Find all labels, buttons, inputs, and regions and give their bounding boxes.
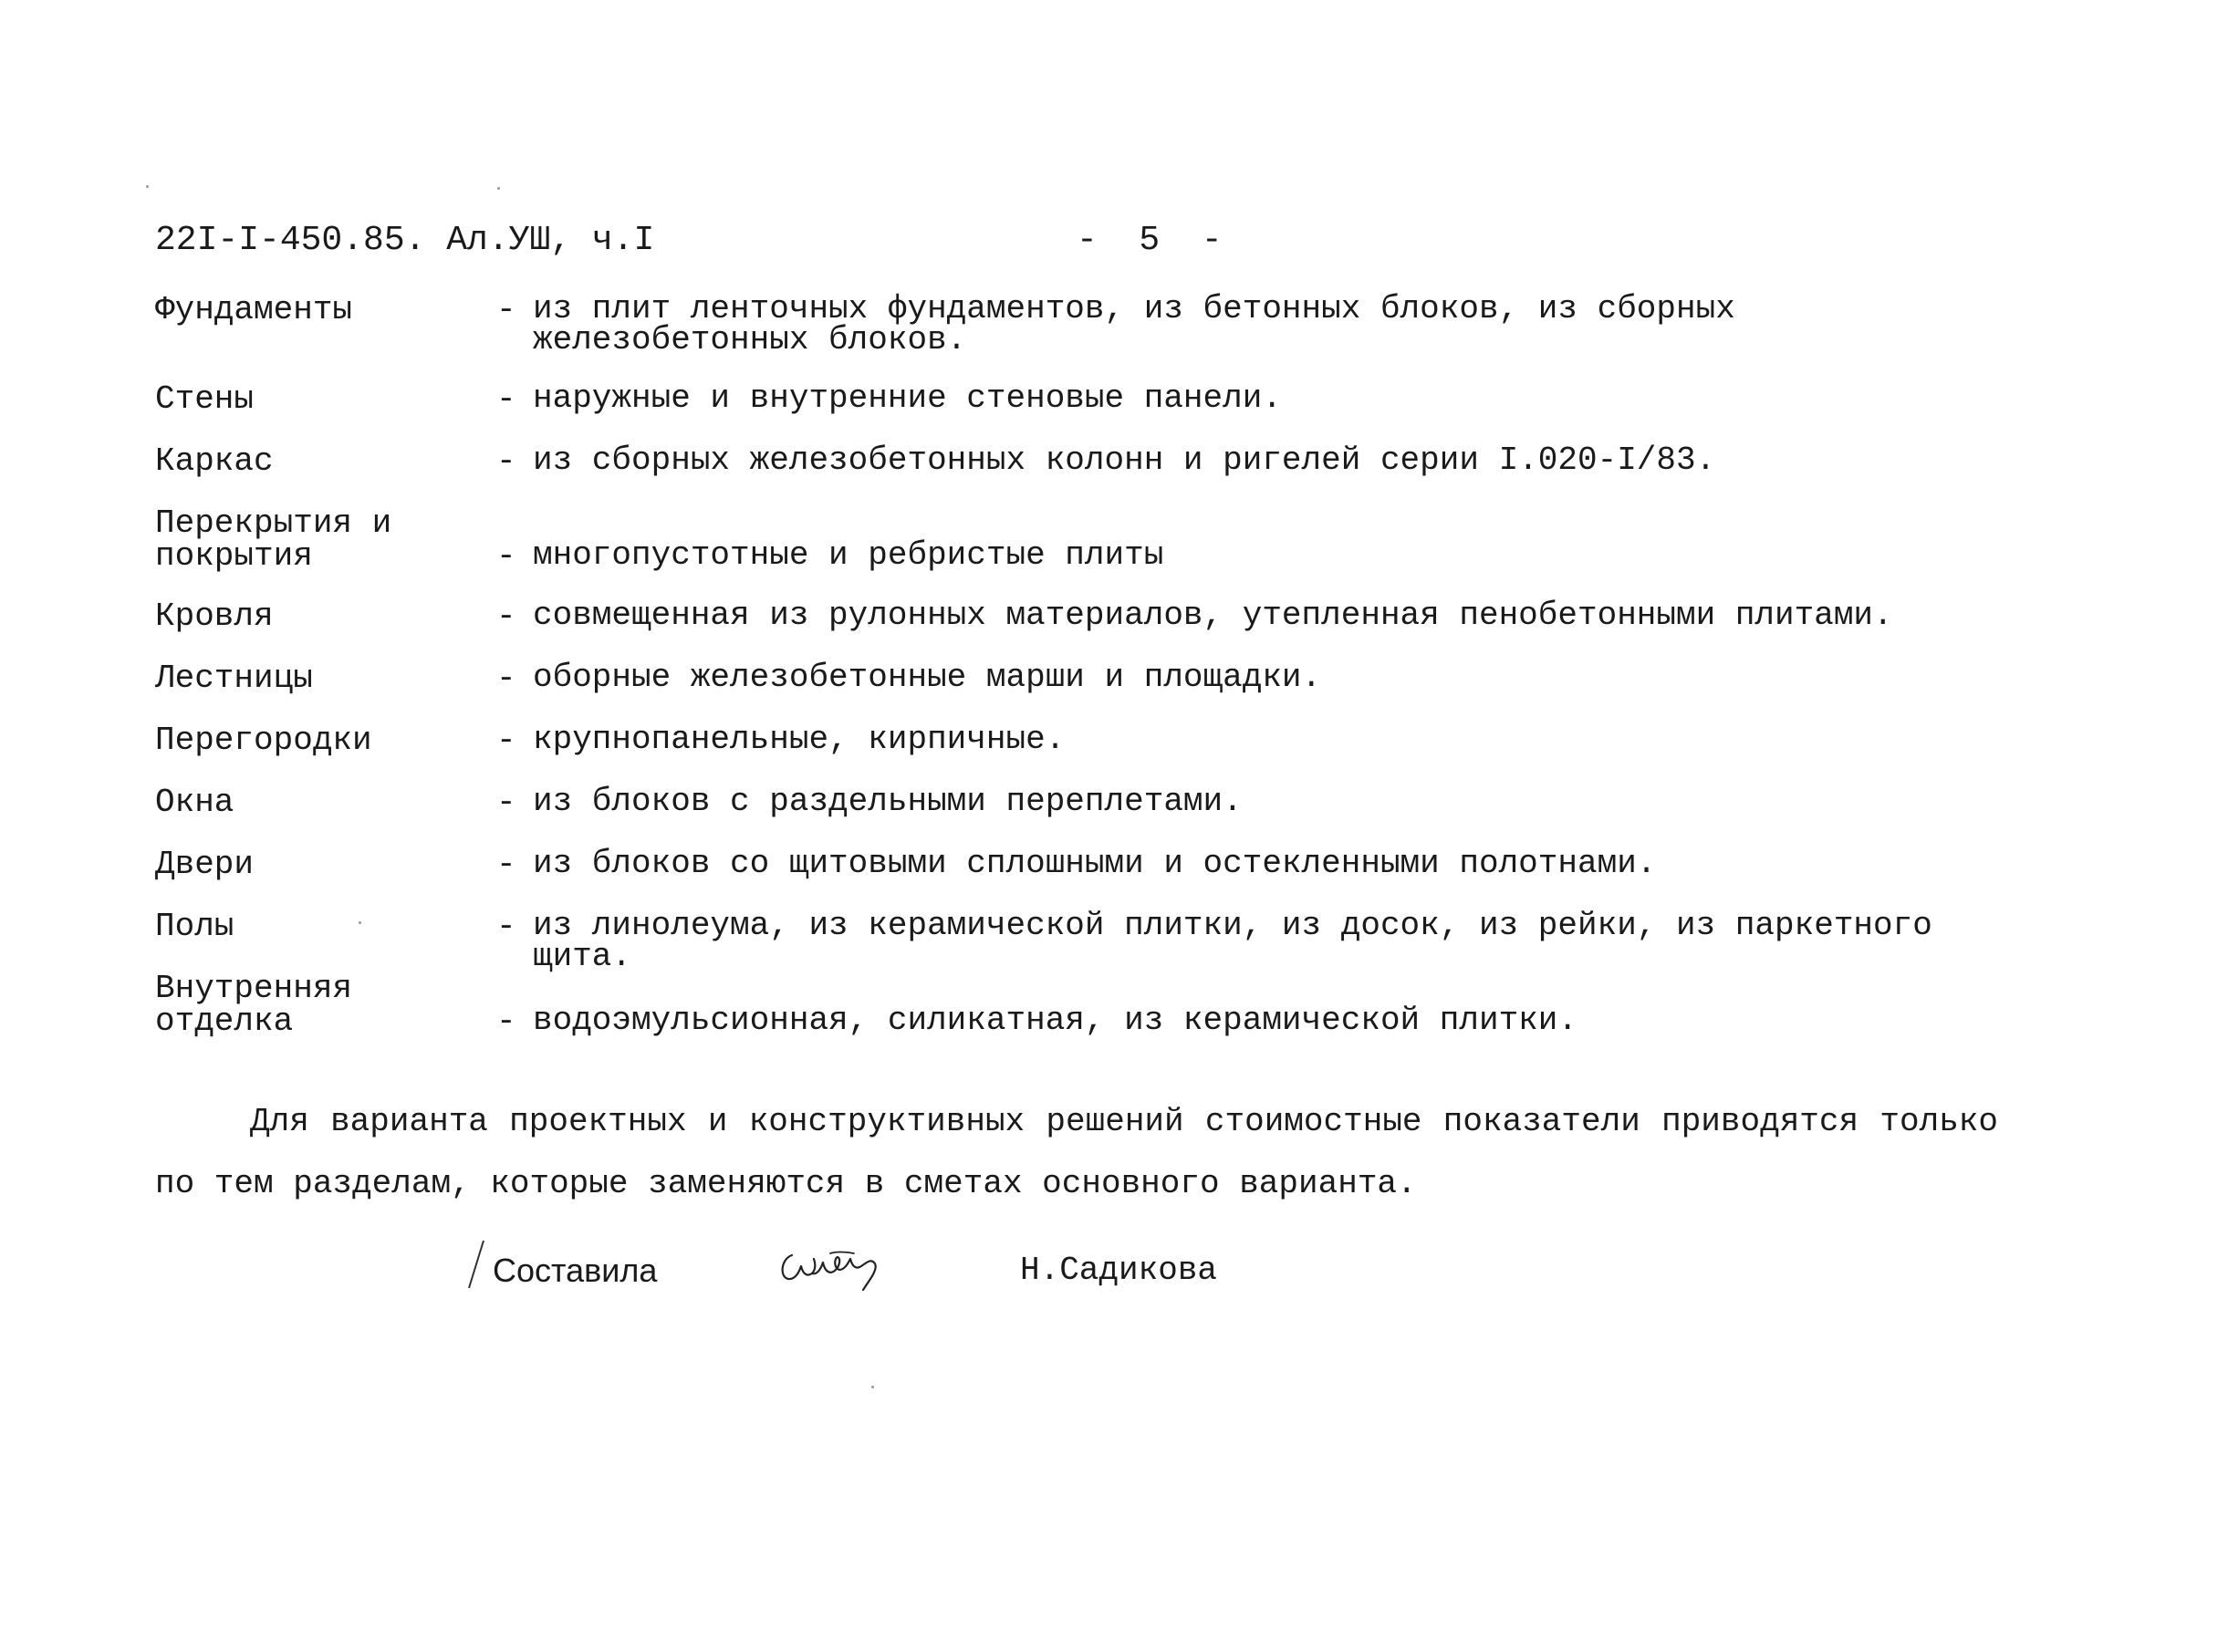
scan-speck [497, 187, 500, 190]
spec-description: из блоков со щитовыми сплошными и остекленными полотнами. [533, 845, 1657, 882]
signatory-name: Н.Садикова [1020, 1252, 1218, 1289]
spec-dash: - [496, 442, 516, 480]
cost-note-paragraph: Для варианта проектных и конструктивных решений стоимостные показатели приводятся только по тем разделам, которые заменяются в сметах основного варианта. [155, 1103, 1998, 1202]
spec-dash: - [496, 291, 516, 328]
handwritten-signature [776, 1231, 894, 1295]
spec-label: Фундаменты [155, 291, 353, 328]
spec-dash: - [496, 597, 516, 635]
signature-block [465, 1231, 1378, 1314]
signature-role: Составила [493, 1252, 658, 1289]
spec-dash: - [496, 1003, 516, 1040]
spec-dash: - [496, 380, 516, 418]
spec-dash: - [496, 784, 516, 821]
spec-dash: - [496, 722, 516, 759]
spec-description: из блоков с раздельными переплетами. [533, 783, 1243, 820]
spec-description: многопустотные и ребристые плиты [533, 536, 1164, 574]
spec-label: Лестницы [155, 660, 313, 697]
spec-label: Перекрытия и покрытия [155, 504, 392, 575]
spec-label: Стены [155, 380, 255, 418]
spec-description: оборные железобетонные марши и площадки. [533, 659, 1322, 696]
spec-description: крупнопанельные, кирпичные. [533, 721, 1066, 758]
spec-description: из сборных железобетонных колонн и ригелей серии I.020-I/83. [533, 442, 1716, 479]
spec-dash: - [496, 660, 516, 697]
scan-speck [871, 1386, 874, 1388]
spec-description: совмещенная из рулонных материалов, утепленная пенобетонными плитами. [533, 597, 1893, 634]
spec-label: Полы [155, 908, 234, 945]
page-header [155, 215, 1305, 266]
spec-label: Кровля [155, 597, 274, 635]
spec-description: из плит ленточных фундаментов, из бетонных блоков, из сборных железобетонных блоков. [533, 290, 1735, 358]
document-code: 22I-I-450.85. Ал.УШ, ч.I [155, 221, 655, 260]
spec-dash: - [496, 537, 516, 575]
spec-label: Перегородки [155, 722, 372, 759]
spec-description: из линолеума, из керамической плитки, из досок, из рейки, из паркетного щита. [533, 907, 1932, 975]
spec-description: наружные и внутренние стеновые панели. [533, 379, 1282, 417]
spec-dash: - [496, 908, 516, 945]
scan-speck [146, 185, 149, 188]
spec-label: Двери [155, 846, 255, 883]
spec-label: Внутренняя отделка [155, 970, 353, 1040]
spec-dash: - [496, 846, 516, 883]
scan-speck [359, 921, 361, 924]
handwritten-slash-mark [465, 1237, 487, 1292]
spec-label: Окна [155, 784, 234, 821]
page-number: - 5 - [1077, 221, 1223, 260]
spec-label: Каркас [155, 442, 274, 480]
spec-description: водоэмульсионная, силикатная, из керамической плитки. [533, 1002, 1577, 1039]
